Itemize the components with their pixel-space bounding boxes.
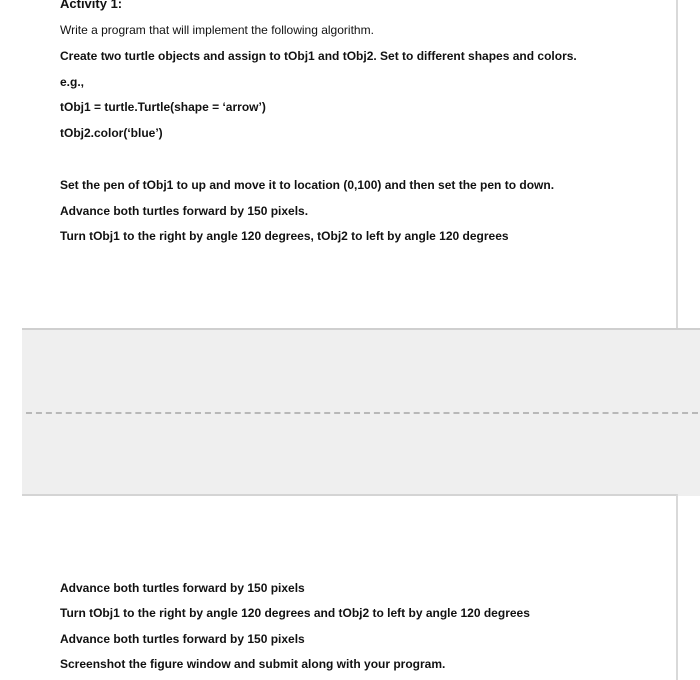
step-pen-move: Set the pen of tObj1 to up and move it to location (0,100) and then set the pen to down. <box>60 178 555 192</box>
step-create-objects: Create two turtle objects and assign to tObj1 and tObj2. Set to different shapes and colors. <box>60 49 577 63</box>
step-submit: Screenshot the figure window and submit along with your program. <box>60 657 446 671</box>
step-advance-3: Advance both turtles forward by 150 pixels <box>60 632 305 646</box>
step-advance-1: Advance both turtles forward by 150 pixels. <box>60 204 309 218</box>
example-code-line-1: tObj1 = turtle.Turtle(shape = ‘arrow’) <box>60 100 266 114</box>
intro-text: Write a program that will implement the following algorithm. <box>60 23 374 37</box>
example-code-line-2: tObj2.color(‘blue’) <box>60 126 163 140</box>
step-turn-2: Turn tObj1 to the right by angle 120 degrees and tObj2 to left by angle 120 degrees <box>60 606 530 620</box>
step-advance-2: Advance both turtles forward by 150 pixels <box>60 581 305 595</box>
activity-heading: Activity 1: <box>60 0 123 11</box>
example-label: e.g., <box>60 75 85 89</box>
page-break-divider <box>26 412 698 414</box>
step-turn-1: Turn tObj1 to the right by angle 120 degrees, tObj2 to left by angle 120 degrees <box>60 229 509 243</box>
